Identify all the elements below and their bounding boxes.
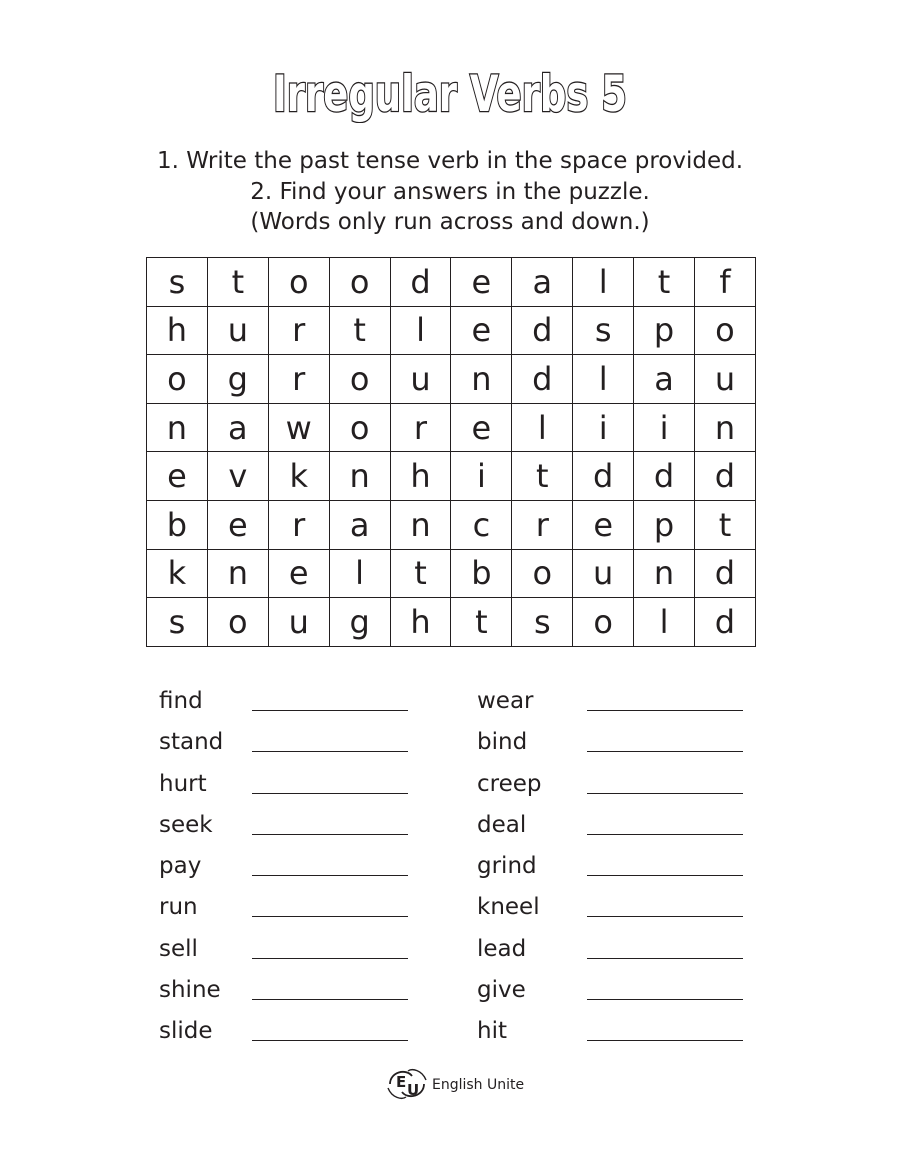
word-search-grid xyxy=(146,257,756,647)
brand-name: English Unite xyxy=(432,1077,525,1093)
grid-cell: e xyxy=(207,500,268,549)
answer-blank[interactable] xyxy=(587,793,743,794)
grid-cell: g xyxy=(329,598,390,647)
answer-blank[interactable] xyxy=(252,916,408,917)
answer-blank[interactable] xyxy=(587,999,743,1000)
grid-cell: o xyxy=(512,549,573,598)
answer-blank[interactable] xyxy=(252,875,408,876)
grid-cell: a xyxy=(207,403,268,452)
grid-cell: d xyxy=(573,452,634,501)
base-verb: stand xyxy=(159,729,224,756)
grid-cell: l xyxy=(329,549,390,598)
base-verb: slide xyxy=(159,1018,213,1045)
grid-cell: e xyxy=(147,452,208,501)
grid-cell: a xyxy=(512,258,573,307)
grid-cell: e xyxy=(451,306,512,355)
grid-cell: e xyxy=(451,403,512,452)
grid-cell: g xyxy=(207,355,268,404)
grid-row xyxy=(147,549,756,598)
grid-cell: o xyxy=(573,598,634,647)
grid-cell: u xyxy=(695,355,756,404)
grid-cell: o xyxy=(329,258,390,307)
grid-cell: p xyxy=(634,306,695,355)
grid-cell: o xyxy=(695,306,756,355)
grid-cell: p xyxy=(634,500,695,549)
grid-cell: r xyxy=(390,403,451,452)
grid-row xyxy=(147,355,756,404)
grid-cell: l xyxy=(634,598,695,647)
grid-row xyxy=(147,306,756,355)
grid-row xyxy=(147,452,756,501)
grid-cell: k xyxy=(268,452,329,501)
svg-text:E: E xyxy=(396,1073,407,1091)
grid-cell: n xyxy=(695,403,756,452)
grid-cell: n xyxy=(634,549,695,598)
grid-row xyxy=(147,403,756,452)
grid-cell: t xyxy=(390,549,451,598)
grid-cell: s xyxy=(573,306,634,355)
grid-cell: l xyxy=(573,355,634,404)
grid-cell: h xyxy=(390,598,451,647)
base-verb: grind xyxy=(477,853,537,880)
grid-cell: d xyxy=(695,598,756,647)
answer-blank[interactable] xyxy=(587,710,743,711)
grid-cell: d xyxy=(512,355,573,404)
grid-cell: d xyxy=(695,549,756,598)
base-verb: seek xyxy=(159,811,213,838)
grid-cell: d xyxy=(695,452,756,501)
grid-cell: v xyxy=(207,452,268,501)
grid-cell: u xyxy=(268,598,329,647)
grid-cell: d xyxy=(512,306,573,355)
grid-cell: o xyxy=(207,598,268,647)
base-verb: kneel xyxy=(477,894,540,921)
grid-cell: u xyxy=(573,549,634,598)
instruction-line: 1. Write the past tense verb in the space provided. xyxy=(156,148,744,174)
grid-cell: h xyxy=(147,306,208,355)
grid-cell: n xyxy=(390,500,451,549)
grid-cell: k xyxy=(147,549,208,598)
grid-row xyxy=(147,258,756,307)
grid-cell: c xyxy=(451,500,512,549)
grid-cell: r xyxy=(268,355,329,404)
grid-cell: t xyxy=(451,598,512,647)
grid-cell: n xyxy=(451,355,512,404)
grid-cell: e xyxy=(451,258,512,307)
answer-blank[interactable] xyxy=(587,916,743,917)
base-verb: hit xyxy=(477,1018,507,1045)
grid-cell: o xyxy=(268,258,329,307)
grid-cell: w xyxy=(268,403,329,452)
answer-blank[interactable] xyxy=(252,793,408,794)
grid-cell: d xyxy=(390,258,451,307)
grid-cell: a xyxy=(329,500,390,549)
worksheet-title: Irregular Verbs 5 xyxy=(272,65,628,123)
answer-blank[interactable] xyxy=(587,958,743,959)
footer-brand xyxy=(384,1064,534,1104)
instruction-line: 2. Find your answers in the puzzle. xyxy=(250,178,650,205)
answer-blank[interactable] xyxy=(587,751,743,752)
grid-cell: o xyxy=(329,403,390,452)
base-verb: hurt xyxy=(159,770,207,797)
grid-cell: r xyxy=(268,500,329,549)
base-verb: shine xyxy=(159,977,221,1004)
grid-cell: u xyxy=(207,306,268,355)
answer-blank[interactable] xyxy=(587,834,743,835)
grid-cell: t xyxy=(329,306,390,355)
grid-cell: i xyxy=(573,403,634,452)
instructions xyxy=(0,146,900,238)
grid-cell: t xyxy=(695,500,756,549)
grid-cell: a xyxy=(634,355,695,404)
grid-cell: t xyxy=(207,258,268,307)
grid-row xyxy=(147,500,756,549)
grid-cell: e xyxy=(573,500,634,549)
answer-blank[interactable] xyxy=(252,710,408,711)
grid-cell: b xyxy=(451,549,512,598)
base-verb: run xyxy=(159,894,198,921)
instruction-line: (Words only run across and down.) xyxy=(250,209,650,235)
grid-cell: t xyxy=(634,258,695,307)
grid-cell: n xyxy=(207,549,268,598)
grid-cell: b xyxy=(147,500,208,549)
grid-cell: u xyxy=(390,355,451,404)
base-verb: sell xyxy=(159,935,198,962)
grid-cell: f xyxy=(695,258,756,307)
answer-blank[interactable] xyxy=(252,834,408,835)
grid-cell: n xyxy=(329,452,390,501)
grid-cell: r xyxy=(512,500,573,549)
grid-cell: s xyxy=(147,598,208,647)
grid-cell: l xyxy=(390,306,451,355)
base-verb: pay xyxy=(159,853,202,880)
base-verb: find xyxy=(159,688,203,714)
grid-cell: d xyxy=(634,452,695,501)
base-verb: bind xyxy=(477,729,528,756)
answer-blank[interactable] xyxy=(252,958,408,959)
svg-text:U: U xyxy=(407,1081,420,1099)
grid-cell: t xyxy=(512,452,573,501)
grid-cell: e xyxy=(268,549,329,598)
grid-cell: i xyxy=(451,452,512,501)
base-verb: lead xyxy=(477,935,527,962)
base-verb: give xyxy=(477,977,526,1004)
grid-cell: s xyxy=(147,258,208,307)
english-unite-logo xyxy=(384,1064,430,1104)
base-verb: deal xyxy=(477,811,527,838)
grid-cell: o xyxy=(329,355,390,404)
grid-cell: o xyxy=(147,355,208,404)
grid-row xyxy=(147,598,756,647)
grid-cell: s xyxy=(512,598,573,647)
base-verb: wear xyxy=(477,688,534,714)
answer-blank[interactable] xyxy=(252,1040,408,1041)
grid-cell: h xyxy=(390,452,451,501)
answer-blank[interactable] xyxy=(252,751,408,752)
answer-blank[interactable] xyxy=(587,1040,743,1041)
answer-blank[interactable] xyxy=(252,999,408,1000)
grid-cell: r xyxy=(268,306,329,355)
grid-cell: n xyxy=(147,403,208,452)
answer-blank[interactable] xyxy=(587,875,743,876)
grid-cell: l xyxy=(512,403,573,452)
base-verb: creep xyxy=(477,770,542,797)
grid-cell: i xyxy=(634,403,695,452)
grid-cell: l xyxy=(573,258,634,307)
